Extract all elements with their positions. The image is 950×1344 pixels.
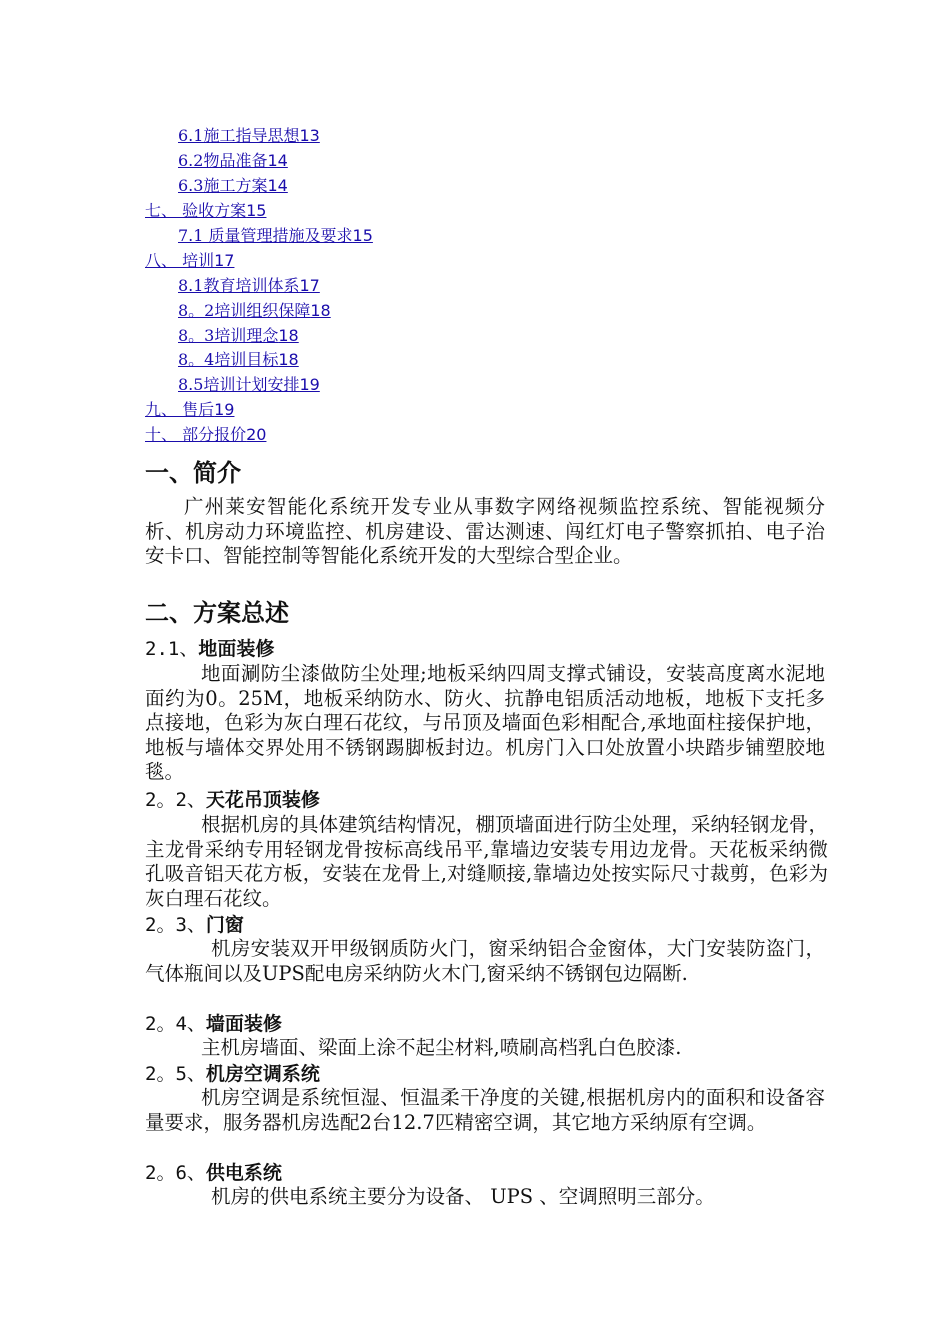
- subsection-paragraph: 根据机房的具体建筑结构情况，棚顶墙面进行防尘处理，采纳轻钢龙骨，主龙骨采纳专用轻钢龙骨按标高线吊平,靠墙边安装专用边龙骨。天花板采纳微孔吸音铝天花方板，安装在龙骨上,对缝顺接,靠墙边处按实际尺寸裁剪，色彩为灰白理石花纹。: [145, 813, 828, 910]
- toc-entry[interactable]: [178, 276, 320, 296]
- intro-paragraph: 广州莱安智能化系统开发专业从事数字网络视频监控系统、智能视频分析、机房动力环境监控、机房建设、雷达测速、闯红灯电子警察抓拍、电子治安卡口、智能控制等智能化系统开发的大型综合型企业。: [145, 495, 825, 568]
- section-heading: 二、方案总述: [145, 599, 289, 627]
- toc-link[interactable]: 8.1教育培训体系17: [178, 276, 320, 295]
- toc-entry[interactable]: [145, 400, 234, 420]
- toc-entry[interactable]: [178, 301, 331, 321]
- toc-link[interactable]: 8.5培训计划安排19: [178, 375, 320, 394]
- toc-link[interactable]: 8。4培训目标18: [178, 350, 299, 369]
- toc-link[interactable]: 6.2物品准备14: [178, 151, 288, 170]
- subsection-heading: 2。4、墙面装修: [145, 1013, 282, 1035]
- toc-entry[interactable]: [145, 425, 266, 445]
- toc-link[interactable]: 七、 验收方案15: [145, 201, 267, 220]
- toc-link[interactable]: 8。3培训理念18: [178, 326, 299, 345]
- toc-entry[interactable]: [178, 226, 373, 246]
- subsection-heading: 2。5、机房空调系统: [145, 1063, 320, 1085]
- toc-entry[interactable]: [178, 375, 320, 395]
- subsection-heading: 2.1、地面装修: [145, 638, 275, 660]
- toc-link[interactable]: 7.1 质量管理措施及要求15: [178, 226, 373, 245]
- toc-entry[interactable]: [178, 176, 288, 196]
- toc-link[interactable]: 十、 部分报价20: [145, 425, 267, 444]
- toc-entry[interactable]: [178, 326, 299, 346]
- toc-entry[interactable]: [145, 201, 266, 221]
- toc-link[interactable]: 6.3施工方案14: [178, 176, 288, 195]
- subsection-paragraph: 主机房墙面、梁面上涂不起尘材料,喷刷高档乳白色胶漆.: [201, 1036, 682, 1059]
- subsection-paragraph: 机房的供电系统主要分为设备、 UPS 、空调照明三部分。: [211, 1185, 715, 1208]
- toc-entry[interactable]: [145, 251, 234, 271]
- toc-entry[interactable]: [178, 350, 299, 370]
- toc-link[interactable]: 8。2培训组织保障18: [178, 301, 331, 320]
- subsection-paragraph: 地面涮防尘漆做防尘处理;地板采纳四周支撑式铺设，安装高度离水泥地面约为0。25M，地板采纳防水、防火、抗静电铝质活动地板，地板下支托多点接地，色彩为灰白理石花纹，与吊顶及墙面色彩相配合,承地面柱接保护地，地板与墙体交界处用不锈钢踢脚板封边。机房门入口处放置小块踏步铺塑胶地毯。: [145, 662, 825, 784]
- toc-link[interactable]: 九、 售后19: [145, 400, 235, 419]
- toc-entry[interactable]: [178, 126, 320, 146]
- toc-link[interactable]: 6.1施工指导思想13: [178, 126, 320, 145]
- subsection-paragraph: 机房空调是系统恒湿、恒温柔干净度的关键,根据机房内的面积和设备容量要求，服务器机房选配2台12.7匹精密空调，其它地方采纳原有空调。: [145, 1086, 825, 1134]
- section-heading: 一、简介: [145, 459, 241, 487]
- toc-link[interactable]: 八、 培训17: [145, 251, 235, 270]
- subsection-heading: 2。3、门窗: [145, 914, 244, 936]
- subsection-heading: 2。6、供电系统: [145, 1162, 282, 1184]
- subsection-heading: 2。2、天花吊顶装修: [145, 789, 320, 811]
- toc-entry[interactable]: [178, 151, 288, 171]
- subsection-paragraph: 机房安装双开甲级钢质防火门，窗采纳铝合金窗体，大门安装防盗门，气体瓶间以及UPS配电房采纳防火木门,窗采纳不锈钢包边隔断.: [145, 937, 825, 985]
